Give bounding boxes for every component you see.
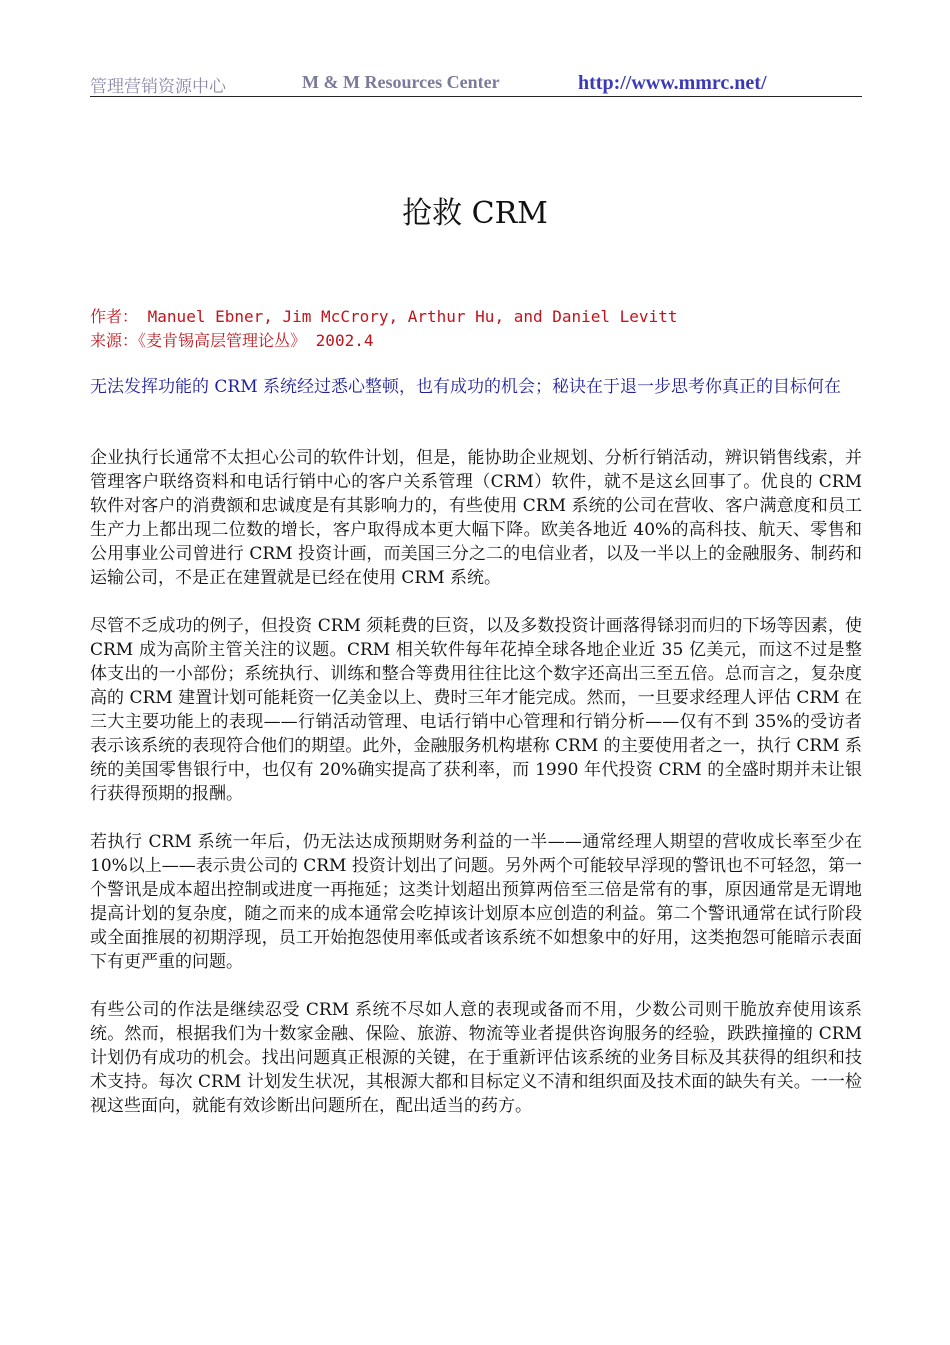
paragraph-3: 若执行 CRM 系统一年后，仍无法达成预期财务利益的一半——通常经理人期望的营收成长率至少在 10%以上——表示贵公司的 CRM 投资计划出了问题。另外两个可能较早浮现的警讯也不可轻忽，第一个警讯是成本超出控制或进度一再拖延；这类计划超出预算两倍至三倍是常有的事，原因通常是无谓地提高计划的复杂度，随之而来的成本通常会吃掉该计划原本应创造的利益。第二个警讯通常在试行阶段或全面推展的初期浮现，员工开始抱怨使用率低或者该系统不如想象中的好用，这类抱怨可能暗示表面下有更严重的问题。 — [90, 832, 862, 972]
source-name: 《麦肯锡高层管理论丛》 — [138, 331, 307, 350]
paragraph-4: 有些公司的作法是继续忍受 CRM 系统不尽如人意的表现或备而不用，少数公司则干脆放弃使用该系统。然而，根据我们为十数家金融、保险、旅游、物流等业者提供咨询服务的经验，跌跌撞撞的 CRM 计划仍有成功的机会。找出问题真正根源的关键，在于重新评估该系统的业务目标及其获得的组织和技术支持。每次 CRM 计划发生状况，其根源大都和目标定义不清和组织面及技术面的缺失有关。一一检视这些面向，就能有效诊断出问题所在，配出适当的药方。 — [90, 1000, 862, 1116]
page-header — [90, 70, 862, 97]
article-lede: 无法发挥功能的 CRM 系统经过悉心整顿，也有成功的机会；秘诀在于退一步思考你真正的目标何在 — [90, 377, 842, 397]
header-url-link[interactable]: http://www.mmrc.net/ — [578, 72, 767, 94]
source-line — [90, 329, 870, 353]
source-issue: 2002.4 — [315, 331, 374, 350]
article-title: 抢救 CRM — [402, 196, 548, 231]
article-meta — [90, 305, 870, 353]
header-org-chinese: 管理营销资源中心 — [90, 77, 226, 97]
paragraph-2: 尽管不乏成功的例子，但投资 CRM 须耗费的巨资，以及多数投资计画落得铩羽而归的下场等因素，使 CRM 成为高阶主管关注的议题。CRM 相关软件每年花掉全球各地企业近 35 亿美元，而这不过是整体支出的一小部份；系统执行、训练和整合等费用往往比这个数字还高出三至五倍。总而言之，复杂度高的 CRM 建置计划可能耗资一亿美金以上、费时三年才能完成。然而，一旦要求经理人评估 CRM 在三大主要功能上的表现——行销活动管理、电话行销中心管理和行销分析——仅有不到 35%的受访者表示该系统的表现符合他们的期望。此外，金融服务机构堪称 CRM 的主要使用者之一，执行 CRM 系统的美国零售银行中，也仅有 20%确实提高了获利率，而 1990 年代投资 CRM 的全盛时期并未让银行获得预期的报酬。 — [90, 616, 862, 804]
author-label: 作者： — [90, 307, 139, 326]
article-body — [90, 446, 862, 1142]
author-line — [90, 305, 870, 329]
paragraph-1: 企业执行长通常不太担心公司的软件计划，但是，能协助企业规划、分析行销活动，辨识销售线索，并管理客户联络资料和电话行销中心的客户关系管理（CRM）软件，就不是这幺回事了。优良的 CRM 软件对客户的消费额和忠诚度是有其影响力的，有些使用 CRM 系统的公司在营收、客户满意度和员工生产力上都出现二位数的增长，客户取得成本更大幅下降。欧美各地近 40%的高科技、航天、零售和公用事业公司曾进行 CRM 投资计画，而美国三分之二的电信业者，以及一半以上的金融服务、制药和运输公司，不是正在建置就是已经在使用 CRM 系统。 — [90, 448, 862, 588]
authors: Manuel Ebner, Jim McCrory, Arthur Hu, and Daniel Levitt — [147, 307, 678, 326]
source-label: 来源： — [90, 331, 139, 350]
header-org-english: M & M Resources Center — [302, 72, 500, 92]
